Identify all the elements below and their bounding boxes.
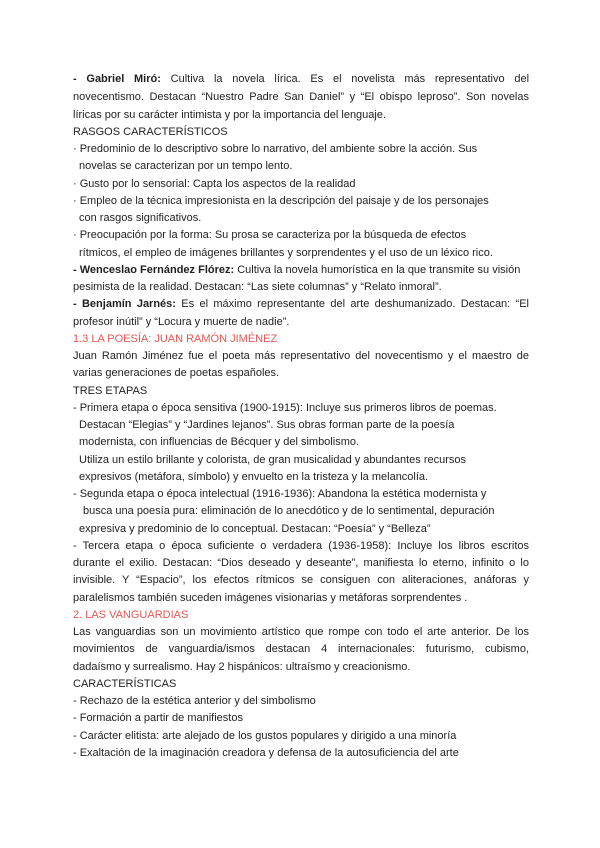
bullet-continuation: novelas se caracterizan por un tempo lento.	[79, 160, 293, 172]
list-continuation: modernista, con influencias de Bécquer y del simbolismo.	[79, 436, 360, 448]
bullet-item: · Preocupación por la forma: Su prosa se caracteriza por la búsqueda de efectos	[73, 229, 467, 241]
paragraph-line: Las vanguardias son un movimiento artístico que rompe con todo el arte anterior. De los	[73, 626, 529, 638]
list-continuation: expresiva y predominio de lo conceptual. Destacan: “Poesía” y “Belleza”	[79, 523, 431, 535]
list-continuation: expresivos (metáfora, símbolo) y envuelto en la tristeza y la melancolía.	[79, 471, 429, 483]
line-text: Cultiva la novela lírica. Es el novelista más representativo del	[160, 73, 529, 85]
list-item: - Carácter elitista: arte alejado de los gustos populares y dirigido a una minoría	[73, 730, 457, 742]
paragraph-line: durante el exilio. Destacan: “Dios deseado y deseante”, manifiesta lo eterno, infinito o lo	[73, 557, 529, 569]
bullet-continuation: rítmicos, el empleo de imágenes brillantes y sorprendentes y el uso de un léxico rico.	[79, 247, 493, 259]
paragraph-line: paralelismos también suceden imágenes visionarias y metáforas sorprendentes .	[73, 592, 468, 604]
bullet-continuation: con rasgos significativos.	[79, 212, 202, 224]
list-item: - Segunda etapa o época intelectual (1916-1936): Abandona la estética modernista y	[73, 488, 487, 500]
paragraph-line: pesimista de la realidad. Destacan: “Las siete columnas” y “Relato inmoral”.	[73, 281, 442, 293]
bullet-item: · Predominio de lo descriptivo sobre lo narrativo, del ambiente sobre la acción. Sus	[73, 143, 478, 155]
list-item: - Formación a partir de manifiestos	[73, 712, 243, 724]
paragraph-line: líricas por su carácter intimista y por la importancia del lenguaje.	[73, 109, 387, 121]
list-item: - Rechazo de la estética anterior y del simbolismo	[73, 695, 316, 707]
author-name: - Benjamín Jarnés:	[73, 298, 176, 310]
list-item: - Tercera etapa o época suficiente o verdadera (1936-1958): Incluye los libros escritos	[73, 540, 529, 552]
line-text: Cultiva la novela humorística en la que transmite su visión	[234, 264, 521, 276]
bullet-item: · Empleo de la técnica impresionista en la descripción del paisaje y de los personajes	[73, 195, 489, 207]
paragraph-line: varias generaciones de poetas españoles.	[73, 367, 280, 379]
paragraph-line	[73, 72, 529, 86]
author-name: - Gabriel Miró:	[73, 73, 161, 85]
paragraph-line: invisible. Y “Espacio”, los efectos rítmicos se consiguen con aliteraciones, anáforas y	[73, 574, 529, 586]
paragraph-line: dadaísmo y surrealismo. Hay 2 hispánicos: ultraísmo y creacionismo.	[73, 661, 411, 673]
section-label: RASGOS CARACTERÍSTICOS	[73, 126, 228, 138]
paragraph-line	[73, 297, 529, 311]
author-name: - Wenceslao Fernández Flórez:	[73, 264, 235, 276]
section-heading: 1.3 LA POESÍA: JUAN RAMÓN JIMÉNEZ	[73, 333, 278, 345]
bullet-item: · Gusto por lo sensorial: Capta los aspectos de la realidad	[73, 178, 356, 190]
paragraph-line: novecentismo. Destacan “Nuestro Padre San Daniel” y “El obispo leproso”. Son novelas	[73, 91, 529, 103]
paragraph-line: movimientos de vanguardia/ismos destacan 4 internacionales: futurismo, cubismo,	[73, 643, 529, 655]
section-label: TRES ETAPAS	[73, 385, 148, 397]
section-heading: 2. LAS VANGUARDIAS	[73, 609, 189, 621]
list-item: - Primera etapa o época sensitiva (1900-1915): Incluye sus primeros libros de poemas.	[73, 402, 497, 414]
section-label: CARACTERÍSTICAS	[73, 678, 177, 690]
paragraph-line: profesor inútil” y “Locura y muerte de nadie”.	[73, 316, 290, 328]
list-continuation: Destacan “Elegias” y “Jardines lejanos”. Sus obras forman parte de la poesía	[79, 419, 455, 431]
paragraph-line	[73, 263, 529, 277]
line-text: Es el máximo representante del arte deshumanizado. Destacan: “El	[175, 298, 529, 310]
list-continuation: Utiliza un estilo brillante y colorista, de gran musicalidad y abundantes recursos	[79, 454, 467, 466]
list-continuation: busca una poesía pura: eliminación de lo anecdótico y de lo sentimental, depuración	[83, 505, 495, 517]
list-item: - Exaltación de la imaginación creadora y defensa de la autosuficiencia del arte	[73, 747, 459, 759]
paragraph-line: Juan Ramón Jiménez fue el poeta más representativo del novecentismo y el maestro de	[73, 350, 529, 362]
